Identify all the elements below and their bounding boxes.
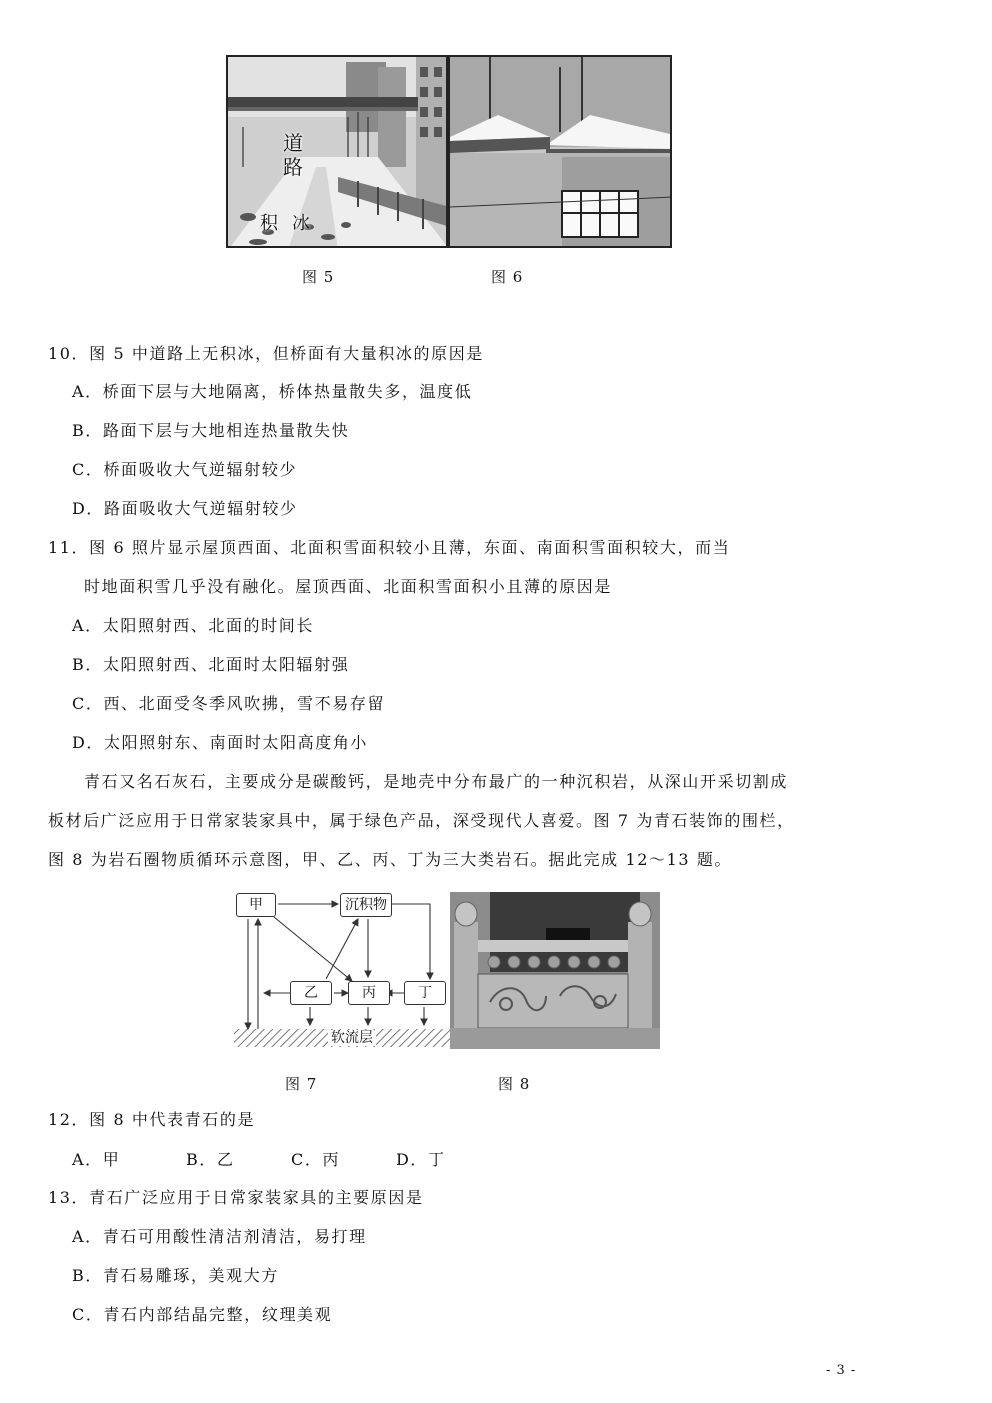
box-bing: 丙	[348, 981, 390, 1005]
question-13-option-c: C．青石内部结晶完整，纹理美观	[72, 1305, 333, 1324]
question-11-option-a: A．太阳照射西、北面的时间长	[72, 616, 314, 635]
question-11-stem-line-1: 11．图 6 照片显示屋顶西面、北面积雪面积较小且薄，东面、南面积雪面积较大，而当	[48, 538, 731, 557]
question-11-option-c: C．西、北面受冬季风吹拂，雪不易存留	[72, 694, 386, 713]
road-label: 道路	[283, 131, 303, 179]
ice-label: 积冰	[260, 213, 324, 234]
question-12-option-d: D．丁	[396, 1150, 446, 1169]
figure-6-caption: 图 6	[491, 268, 524, 286]
question-12-options	[72, 1150, 446, 1170]
figure-5-caption: 图 5	[302, 268, 335, 286]
question-11-option-b: B．太阳照射西、北面时太阳辐射强	[72, 655, 350, 674]
figure-5-photo	[226, 55, 448, 248]
question-13-option-a: A．青石可用酸性清洁剂清洁，易打理	[72, 1227, 367, 1246]
passage-line-3: 图 8 为岩石圈物质循环示意图，甲、乙、丙、丁为三大类岩石。据此完成 12～13 题。	[48, 850, 733, 869]
page-number: - 3 -	[826, 1363, 857, 1378]
question-11-option-d: D．太阳照射东、南面时太阳高度角小	[72, 733, 369, 752]
question-13-option-b: B．青石易雕琢，美观大方	[72, 1266, 279, 1285]
passage-line-1: 青石又名石灰石，主要成分是碳酸钙，是地壳中分布最广的一种沉积岩，从深山开采切割成	[84, 772, 789, 791]
question-10-stem: 10．图 5 中道路上无积冰，但桥面有大量积冰的原因是	[48, 344, 484, 363]
figure-7-diagram	[234, 889, 450, 1051]
question-12-option-c: C．丙	[291, 1150, 341, 1169]
box-ding: 丁	[404, 981, 446, 1005]
question-10-option-a: A．桥面下层与大地隔离，桥体热量散失多，温度低	[72, 382, 473, 401]
snow-roof-image	[450, 57, 672, 248]
question-12-stem: 12．图 8 中代表青石的是	[48, 1110, 256, 1129]
box-yi: 乙	[290, 981, 332, 1005]
question-10-option-d: D．路面吸收大气逆辐射较少	[72, 499, 298, 518]
question-12-option-b: B．乙	[186, 1150, 235, 1169]
figure-6-photo	[448, 55, 672, 248]
question-12-option-a: A．甲	[72, 1150, 121, 1169]
figure-8-caption: 图 8	[498, 1075, 531, 1093]
box-sediment: 沉积物	[340, 893, 392, 917]
figure-8-photo	[450, 892, 660, 1049]
question-11-stem-line-2: 时地面积雪几乎没有融化。屋顶西面、北面积雪面积小且薄的原因是	[84, 577, 613, 596]
figure-7-caption: 图 7	[285, 1075, 318, 1093]
passage-line-2: 板材后广泛应用于日常家装家具中，属于绿色产品，深受现代人喜爱。图 7 为青石装饰的围栏，	[48, 811, 795, 830]
question-13-stem: 13．青石广泛应用于日常家装家具的主要原因是	[48, 1188, 424, 1207]
box-jia: 甲	[236, 893, 276, 917]
question-10-option-b: B．路面下层与大地相连热量散失快	[72, 421, 350, 440]
stone-railing-image	[450, 892, 660, 1049]
mantle-label: 软流层	[328, 1030, 376, 1046]
question-10-option-c: C．桥面吸收大气逆辐射较少	[72, 460, 298, 479]
